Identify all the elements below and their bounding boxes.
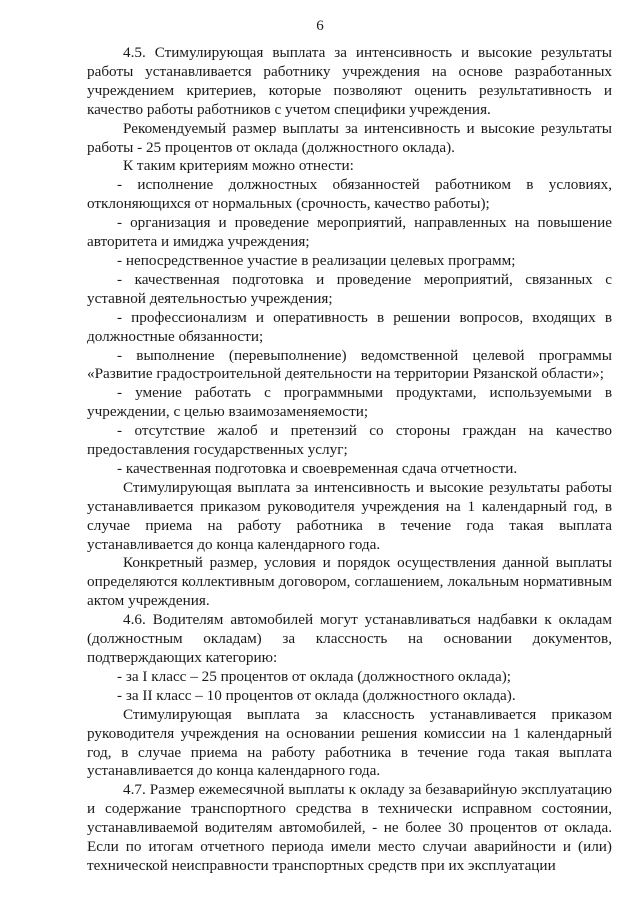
criteria-list-item: - непосредственное участие в реализации целевых программ; [117, 251, 516, 269]
paragraph-4-7: 4.7. Размер ежемесячной выплаты к окладу за безаварийную эксплуатацию и содержание транспортного средства в технически исправном состоянии, устанавливаемой водителям автомобилей, - не более 30 процентов от оклада. Если по итогам отчетного периода имели место случаи аварийности и (или) технической неисправности транспортных средств при их эксплуатации [87, 781, 612, 874]
paragraph-4-6: 4.6. Водителям автомобилей могут устанавливаться надбавки к окладам (должностным окладам) за классность на основании документов, подтверждающих категорию: [87, 611, 612, 666]
criteria-list-item: - отсутствие жалоб и претензий со стороны граждан на качество предоставления государственных услуг; [87, 422, 612, 459]
class-list-item: - за I класс – 25 процентов от оклада (должностного оклада); [117, 667, 512, 685]
criteria-list-item: - профессионализм и оперативность в решении вопросов, входящих в должностные обязанности; [87, 308, 612, 345]
criteria-list-item: - организация и проведение мероприятий, направленных на повышение авторитета и имиджа учреждения; [87, 214, 612, 251]
page-number: 6 [316, 18, 324, 34]
paragraph-criteria-intro: К таким критериям можно отнести: [123, 157, 354, 175]
paragraph-payment-order: Стимулирующая выплата за интенсивность и высокие результаты работы устанавливается приказом руководителя учреждения на 1 календарный год, в случае приема на работу работника в течение года такая выплата устанавливается до конца календарного года. [87, 478, 612, 553]
document-body [87, 44, 612, 876]
criteria-list-item: - качественная подготовка и проведение мероприятий, связанных с уставной деятельностью учреждения; [87, 270, 612, 307]
class-list-item: - за II класс – 10 процентов от оклада (должностного оклада). [117, 686, 516, 704]
criteria-list-item: - выполнение (перевыполнение) ведомственной целевой программы «Развитие градостроительной деятельности на территории Рязанской области»; [87, 346, 612, 383]
criteria-list-item: - качественная подготовка и своевременная сдача отчетности. [117, 459, 518, 477]
criteria-list-item: - исполнение должностных обязанностей работником в условиях, отклоняющихся от нормальных (срочность, качество работы); [87, 176, 612, 213]
paragraph-recommended-size: Рекомендуемый размер выплаты за интенсивность и высокие результаты работы - 25 процентов от оклада (должностного оклада). [87, 119, 612, 156]
paragraph-specific-size: Конкретный размер, условия и порядок осуществления данной выплаты определяются коллективным договором, соглашением, локальным нормативным актом учреждения. [87, 554, 612, 610]
paragraph-4-5: 4.5. Стимулирующая выплата за интенсивность и высокие результаты работы устанавливается работнику учреждения на основе разработанных учреждением критериев, которые позволяют оценить результативность и качество работы работников с учетом специфики учреждения. [87, 44, 612, 118]
criteria-list-item: - умение работать с программными продуктами, используемыми в учреждении, с целью взаимозаменяемости; [87, 384, 612, 421]
paragraph-class-payment: Стимулирующая выплата за классность устанавливается приказом руководителя учреждения на основании решения комиссии на 1 календарный год, в случае приема на работу работника в течение года такая выплата устанавливается до конца календарного года. [87, 705, 612, 780]
